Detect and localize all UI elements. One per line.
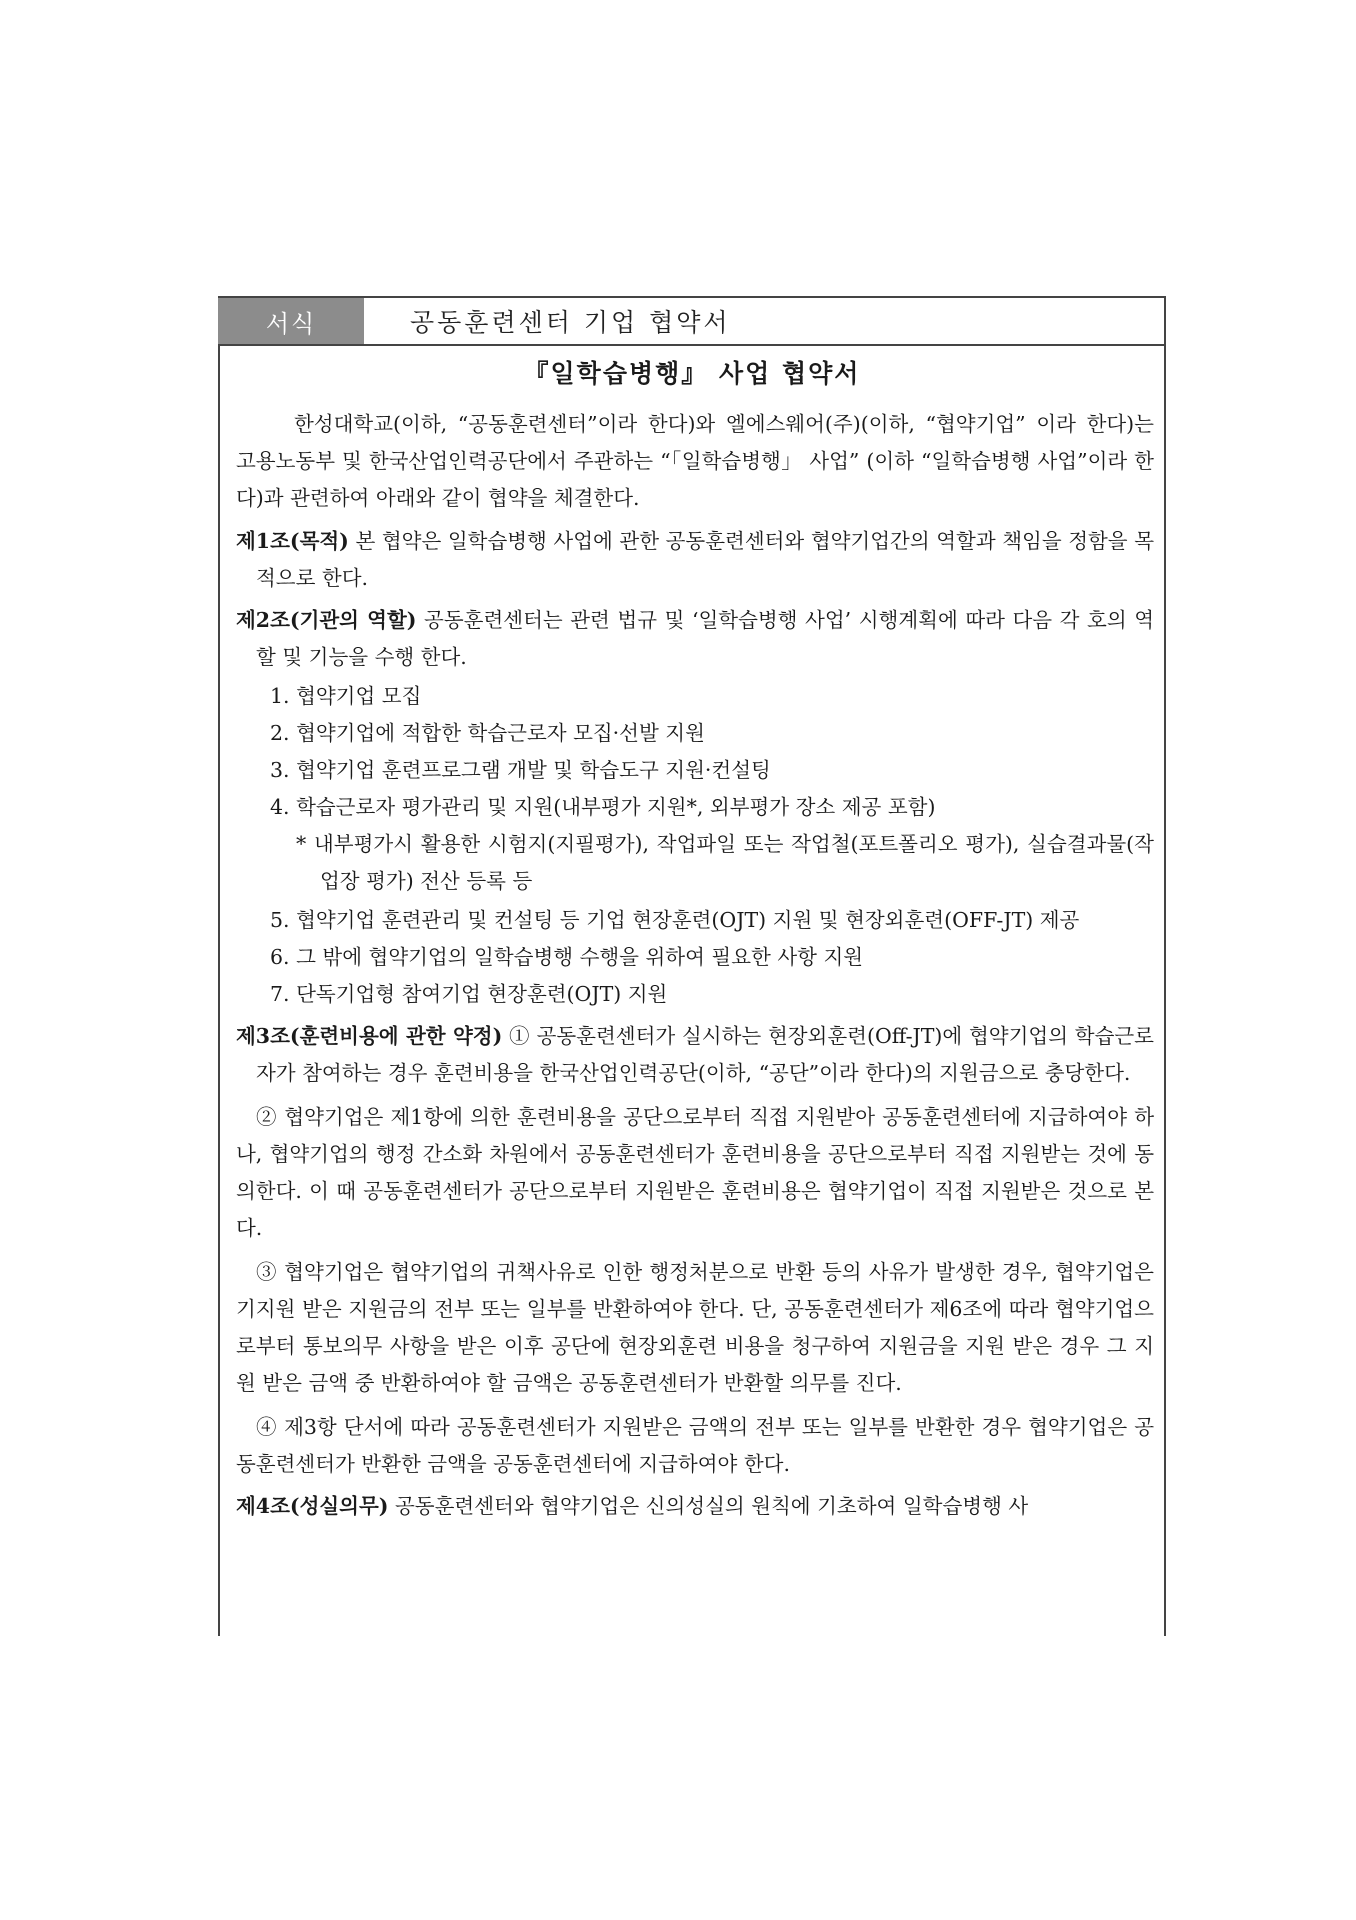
article-4 [236, 1488, 1154, 1525]
article-3-text: ① 공동훈련센터가 실시하는 현장외훈련(Off-JT)에 협약기업의 학습근로자가 참여하는 경우 훈련비용을 한국산업인력공단(이하, “공단”이라 한다)의 지원금으로 충당한다. [256, 1024, 1154, 1085]
article-3-paragraph-3: ③ 협약기업은 협약기업의 귀책사유로 인한 행정처분으로 반환 등의 사유가 발생한 경우, 협약기업은 기지원 받은 지원금의 전부 또는 일부를 반환하여야 한다. 단, 공동훈련센터가 제6조에 따라 협약기업으로부터 통보의무 사항을 받은 이후 공단에 현장외훈련 비용을 청구하여 지원금을 지원 받은 경우 그 지원 받은 금액 중 반환하여야 할 금액은 공동훈련센터가 반환할 의무를 진다. [236, 1260, 1154, 1395]
article-4-heading: 제4조(성실의무) [236, 1494, 389, 1518]
article-1-text: 본 협약은 일학습병행 사업에 관한 공동훈련센터와 협약기업간의 역할과 책임을 정함을 목적으로 한다. [256, 529, 1154, 590]
article-2-items [236, 678, 1154, 826]
article-3-heading: 제3조(훈련비용에 관한 약정) [236, 1024, 503, 1048]
list-item: 1. 협약기업 모집 [270, 684, 422, 708]
list-item: 3. 협약기업 훈련프로그램 개발 및 학습도구 지원·컨설팅 [270, 758, 771, 782]
footnote: * 내부평가시 활용한 시험지(지필평가), 작업파일 또는 작업철(포트폴리오 평가), 실습결과물(작업장 평가) 전산 등록 등 [296, 832, 1154, 893]
article-3-paragraph-4: ④ 제3항 단서에 따라 공동훈련센터가 지원받은 금액의 전부 또는 일부를 반환한 경우 협약기업은 공동훈련센터가 반환한 금액을 공동훈련센터에 지급하여야 한다. [236, 1415, 1154, 1476]
list-item: 2. 협약기업에 적합한 학습근로자 모집·선발 지원 [270, 721, 705, 745]
list-item: 4. 학습근로자 평가관리 및 지원(내부평가 지원*, 외부평가 장소 제공 포함) [270, 795, 936, 819]
article-1 [236, 523, 1154, 597]
article-2-heading: 제2조(기관의 역할) [236, 608, 417, 632]
intro-paragraph: 한성대학교(이하, “공동훈련센터”이라 한다)와 엘에스웨어(주)(이하, “협약기업” 이라 한다)는 고용노동부 및 한국산업인력공단에서 주관하는 “「일학습병행」 사업” (이하 “일학습병행 사업”이라 한다)과 관련하여 아래와 같이 협약을 체결한다. [236, 412, 1154, 510]
list-item: 7. 단독기업형 참여기업 현장훈련(OJT) 지원 [270, 982, 668, 1006]
article-2 [236, 602, 1154, 676]
article-1-heading: 제1조(목적) [236, 529, 349, 553]
article-2-items-continued [236, 902, 1154, 1013]
form-header [218, 296, 1166, 346]
form-title: 공동훈련센터 기업 협약서 [410, 308, 731, 337]
list-item: 5. 협약기업 훈련관리 및 컨설팅 등 기업 현장훈련(OJT) 지원 및 현장외훈련(OFF-JT) 제공 [270, 908, 1080, 932]
article-4-text: 공동훈련센터와 협약기업은 신의성실의 원칙에 기초하여 일학습병행 사 [388, 1494, 1029, 1518]
document-body [236, 406, 1154, 1525]
article-3 [236, 1018, 1154, 1092]
list-item: 6. 그 밖에 협약기업의 일학습병행 수행을 위하여 필요한 사항 지원 [270, 945, 864, 969]
form-tag: 서식 [218, 298, 364, 344]
article-3-paragraph-2: ② 협약기업은 제1항에 의한 훈련비용을 공단으로부터 직접 지원받아 공동훈련센터에 지급하여야 하나, 협약기업의 행정 간소화 차원에서 공동훈련센터가 훈련비용을 공단으로부터 직접 지원받는 것에 동의한다. 이 때 공동훈련센터가 공단으로부터 지원받은 훈련비용은 협약기업이 직접 지원받은 것으로 본다. [236, 1105, 1154, 1240]
article-2-text: 공동훈련센터는 관련 법규 및 ‘일학습병행 사업’ 시행계획에 따라 다음 각 호의 역할 및 기능을 수행 한다. [256, 608, 1154, 669]
document-title: 『일학습병행』 사업 협약서 [523, 359, 861, 388]
